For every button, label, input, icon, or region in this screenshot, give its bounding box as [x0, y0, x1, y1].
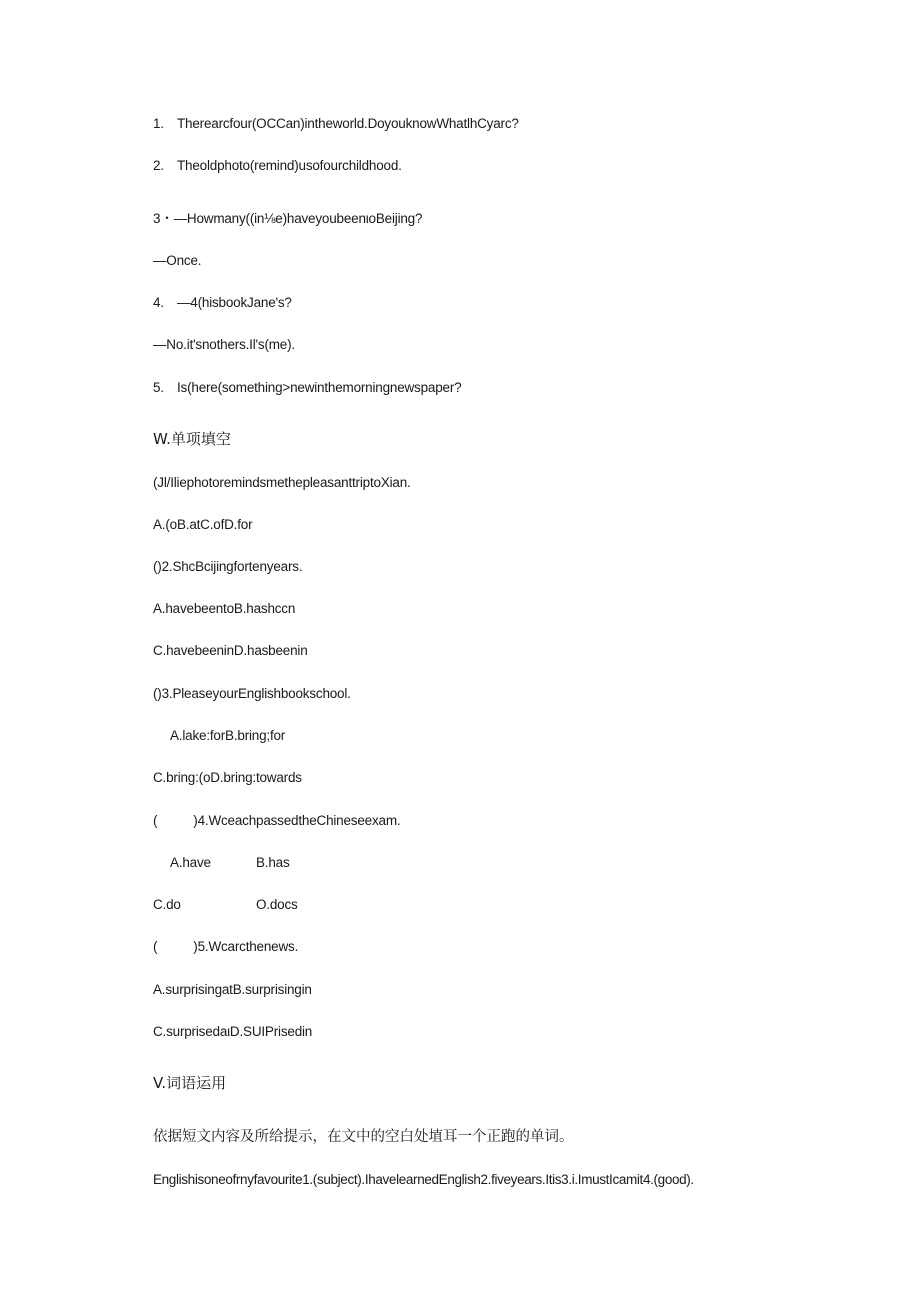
option-a: A.have	[170, 855, 211, 870]
question-text: )4.WceachpassedtheChineseexam.	[193, 813, 401, 828]
question-text: 3・—Howmany((in⅛e)haveyoubeenιoBeijing?	[153, 211, 423, 226]
option-c: C.do	[153, 897, 181, 912]
answer-blank-open: (	[153, 813, 158, 828]
question-4	[153, 295, 292, 310]
item-line: C.surprisedaιD.SUIPrisedin	[153, 1024, 313, 1039]
question-5	[153, 380, 461, 395]
answer-text: —Once.	[153, 253, 202, 268]
passage-text: Englishisoneofrnyfavourite1.(subject).IhavelearnedEnglish2.fiveyears.Itis3.i.ImustIcamit4.(good).	[153, 1172, 694, 1187]
question-number: 1.	[153, 116, 164, 131]
question-text: )5.Wcarcthenews.	[193, 939, 299, 954]
answer-3	[153, 253, 201, 268]
question-text: Therearcfour(OCCan)intheworld.DoyouknowWhatlhCyarc?	[177, 116, 519, 131]
question-2	[153, 158, 402, 173]
question-text: Is(here(something>newinthemorningnewspaper?	[177, 380, 462, 395]
item-line: ()3.PleaseyourEnglishbookschool.	[153, 686, 351, 701]
question-w4	[153, 813, 400, 828]
question-1	[153, 116, 519, 131]
section-title-w: W.单项填空	[153, 430, 231, 448]
item-line: A.surprisingatB.surprisingin	[153, 982, 312, 997]
answer-4	[153, 337, 295, 352]
question-3	[153, 207, 422, 227]
question-w5	[153, 939, 298, 954]
question-number: 5.	[153, 380, 164, 395]
item-line: A.(oB.atC.ofD.for	[153, 517, 253, 532]
option-b: B.has	[256, 855, 290, 870]
answer-text: —No.it'snothers.Il's(me).	[153, 337, 295, 352]
item-line: C.havebeeninD.hasbeenin	[153, 643, 308, 658]
question-number: 2.	[153, 158, 164, 173]
answer-blank-open: (	[153, 939, 158, 954]
section-title-v: V.词语运用	[153, 1074, 227, 1092]
item-line: A.havebeentoB.hashccn	[153, 601, 296, 616]
item-line: (Jl/IliephotoremindsmethepleasanttriptoXian.	[153, 475, 411, 490]
item-line: ()2.ShcBcijingfortenyears.	[153, 559, 303, 574]
section-instruction: 依据短文内容及所给提示，在文中的空白处埴耳一个正跑的单词。	[153, 1129, 574, 1145]
question-text: —4(hisbookJane's?	[177, 295, 292, 310]
item-line: C.bring:(oD.bring:towards	[153, 770, 302, 785]
option-d: O.docs	[256, 897, 298, 912]
question-text: Theoldphoto(remind)usofourchildhood.	[177, 158, 402, 173]
item-line: A.lake:forB.bring;for	[170, 728, 286, 743]
question-number: 4.	[153, 295, 164, 310]
